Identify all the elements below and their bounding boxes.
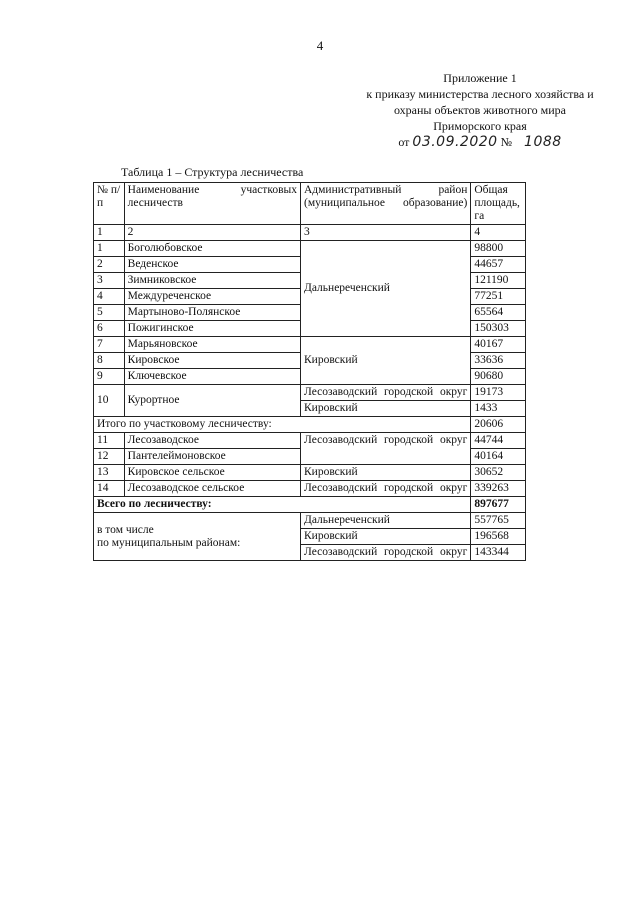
row-number: 12	[94, 449, 125, 465]
row-number: 14	[94, 481, 125, 497]
area-value: 121190	[471, 273, 526, 289]
column-number: 4	[471, 225, 526, 241]
forestry-name: Лесозаводское	[124, 433, 300, 449]
area-value: 30652	[471, 465, 526, 481]
forestry-name: Марьяновское	[124, 337, 300, 353]
forestry-name: Кировское сельское	[124, 465, 300, 481]
page-number: 4	[316, 38, 324, 53]
area-value: 65564	[471, 305, 526, 321]
appendix-ministry-line: охраны объектов животного мира	[393, 103, 567, 117]
forestry-name: Междуреченское	[124, 289, 300, 305]
forestry-name: Пожигинское	[124, 321, 300, 337]
handwritten-date: 03.09.2020	[412, 134, 498, 150]
total-area: 897677	[471, 497, 526, 513]
column-number: 1	[94, 225, 125, 241]
table-row	[94, 433, 526, 449]
forestry-name: Пантелеймоновское	[124, 449, 300, 465]
district-cell: Лесозаводский городской округ	[301, 545, 471, 561]
row-number: 10	[94, 385, 125, 417]
total-row	[94, 497, 526, 513]
table-row	[94, 481, 526, 497]
area-value: 557765	[471, 513, 526, 529]
forestry-name: Курортное	[124, 385, 300, 417]
area-value: 19173	[471, 385, 526, 401]
appendix-order-line: к приказу министерства лесного хозяйства и	[366, 87, 594, 101]
column-number: 3	[301, 225, 471, 241]
area-value: 1433	[471, 401, 526, 417]
forestry-name: Мартыново-Полянское	[124, 305, 300, 321]
row-number: 3	[94, 273, 125, 289]
table-row	[94, 385, 526, 401]
appendix-title: Приложение 1	[443, 71, 517, 85]
row-number: 8	[94, 353, 125, 369]
table-row	[94, 337, 526, 353]
forestry-name: Лесозаводское сельское	[124, 481, 300, 497]
order-date-line	[340, 134, 620, 152]
handwritten-number: 1088	[524, 134, 562, 150]
subtotal-row	[94, 417, 526, 433]
forestry-name: Ключевское	[124, 369, 300, 385]
breakdown-label-line: по муниципальным районам:	[97, 536, 241, 549]
area-value: 143344	[471, 545, 526, 561]
forestry-name: Веденское	[124, 257, 300, 273]
row-number: 9	[94, 369, 125, 385]
row-number: 6	[94, 321, 125, 337]
table-row	[94, 465, 526, 481]
row-number: 7	[94, 337, 125, 353]
table-header-row	[94, 183, 526, 225]
area-value: 33636	[471, 353, 526, 369]
area-value: 98800	[471, 241, 526, 257]
from-label: от	[398, 135, 410, 149]
district-cell: Кировский	[301, 465, 471, 481]
area-value: 77251	[471, 289, 526, 305]
forestry-structure-table	[93, 182, 526, 561]
district-cell: Лесозаводский городской округ	[301, 481, 471, 497]
area-value: 150303	[471, 321, 526, 337]
district-cell: Кировский	[301, 401, 471, 417]
district-cell: Лесозаводский городской округ	[301, 433, 471, 465]
header-district: Административный район (муниципальное образование)	[301, 183, 471, 225]
area-value: 90680	[471, 369, 526, 385]
appendix-region-line: Приморского края	[433, 119, 527, 133]
forestry-name: Кировское	[124, 353, 300, 369]
number-sign: №	[500, 135, 513, 149]
district-cell: Кировский	[301, 529, 471, 545]
table-caption: Таблица 1 – Структура лесничества	[121, 165, 304, 179]
area-value: 40167	[471, 337, 526, 353]
row-number: 5	[94, 305, 125, 321]
row-number: 13	[94, 465, 125, 481]
forestry-name: Боголюбовское	[124, 241, 300, 257]
forestry-name: Зимниковское	[124, 273, 300, 289]
total-label: Всего по лесничеству:	[94, 497, 471, 513]
area-value: 339263	[471, 481, 526, 497]
appendix-header	[340, 70, 620, 152]
column-number: 2	[124, 225, 300, 241]
header-number: № п/п	[94, 183, 125, 225]
row-number: 1	[94, 241, 125, 257]
district-cell: Дальнереченский	[301, 241, 471, 337]
header-area: Общая площадь, га	[471, 183, 526, 225]
district-cell: Лесозаводский городской округ	[301, 385, 471, 401]
subtotal-label: Итого по участковому лесничеству:	[94, 417, 471, 433]
breakdown-label	[94, 513, 301, 561]
row-number: 11	[94, 433, 125, 449]
row-number: 4	[94, 289, 125, 305]
table-row	[94, 241, 526, 257]
area-value: 40164	[471, 449, 526, 465]
header-name: Наименование участковых лесничеств	[124, 183, 300, 225]
column-number-row	[94, 225, 526, 241]
row-number: 2	[94, 257, 125, 273]
area-value: 196568	[471, 529, 526, 545]
breakdown-label-line: в том числе	[97, 523, 154, 536]
district-cell: Дальнереченский	[301, 513, 471, 529]
district-cell: Кировский	[301, 337, 471, 385]
area-value: 44744	[471, 433, 526, 449]
breakdown-row	[94, 513, 526, 529]
area-value: 44657	[471, 257, 526, 273]
subtotal-area: 20606	[471, 417, 526, 433]
